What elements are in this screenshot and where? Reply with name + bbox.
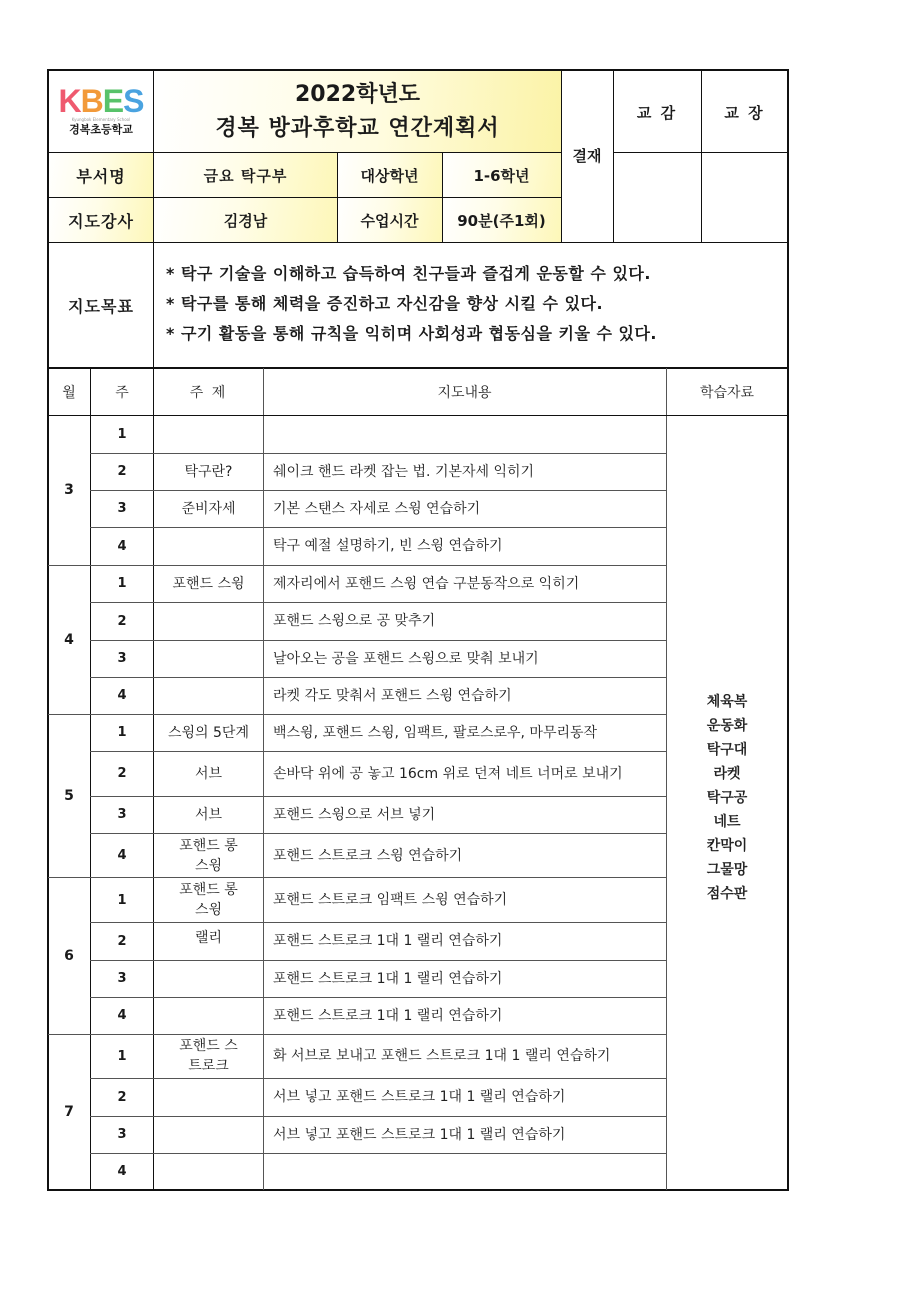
topic-cell <box>154 527 263 565</box>
logo-school-name: 경복초등학교 <box>69 123 133 136</box>
topic-cell <box>154 997 263 1034</box>
grade-label: 대상학년 <box>337 153 442 198</box>
topic-cell: 포핸드 롱 스윙 <box>179 882 238 918</box>
week-cell: 1 <box>117 576 127 591</box>
goal-item: * 탁구를 통해 체력을 증진하고 자신감을 향상 시킬 수 있다. <box>166 294 604 313</box>
approval-vice-principal-header: 교 감 <box>636 104 678 122</box>
month-cell: 3 <box>64 482 74 498</box>
material-item: 그물망 <box>706 862 748 878</box>
approval-principal-signature[interactable] <box>701 152 788 243</box>
topic-cell: 포핸드 스윙 <box>172 575 245 592</box>
month-cell: 6 <box>64 948 74 964</box>
month-cell: 5 <box>64 788 74 804</box>
week-cell: 1 <box>117 1048 127 1064</box>
approval-label: 결재 <box>572 146 602 165</box>
divider <box>48 415 788 416</box>
col-header-week: 주 <box>115 384 129 401</box>
divider <box>90 677 666 678</box>
divider <box>90 922 666 923</box>
week-cell: 4 <box>117 538 127 554</box>
divider <box>90 751 666 752</box>
divider <box>90 368 91 1190</box>
week-cell: 1 <box>117 892 127 908</box>
topic-cell <box>154 1153 263 1190</box>
divider <box>442 153 443 243</box>
week-cell: 3 <box>117 971 127 986</box>
content-cell: 포핸드 스트로크 1대 1 랠리 연습하기 <box>273 970 503 987</box>
divider <box>90 997 666 998</box>
divider <box>90 490 666 491</box>
divider <box>90 1116 666 1117</box>
divider <box>561 70 562 243</box>
content-cell: 기본 스탠스 자세로 스윙 연습하기 <box>273 500 481 517</box>
logo-subtitle: Kyungbok Elementary School <box>71 117 131 122</box>
week-cell: 4 <box>117 1164 127 1179</box>
divider <box>701 70 702 243</box>
content-cell: 포핸드 스트로크 1대 1 랠리 연습하기 <box>273 1007 503 1024</box>
content-cell <box>263 415 666 453</box>
week-cell: 3 <box>117 807 127 822</box>
grade-value: 1-6학년 <box>442 153 561 198</box>
border-right <box>787 69 789 1191</box>
topic-cell <box>154 640 263 677</box>
content-cell: 날아오는 공을 포핸드 스윙으로 맞춰 보내기 <box>273 650 539 667</box>
week-cell: 3 <box>117 1127 127 1142</box>
topic-cell <box>154 602 263 640</box>
col-header-materials: 학습자료 <box>699 384 755 401</box>
instructor-label: 지도강사 <box>48 198 154 243</box>
material-item: 체육복 <box>706 694 748 710</box>
topic-cell <box>154 1078 263 1116</box>
month-cell: 7 <box>64 1104 74 1120</box>
divider <box>153 368 154 1190</box>
week-cell: 1 <box>117 725 127 740</box>
topic-cell: 포핸드 스트로크 <box>179 1038 238 1074</box>
divider <box>90 640 666 641</box>
topic-cell <box>154 1116 263 1153</box>
topic-cell: 포핸드 롱 스윙 <box>179 837 238 874</box>
divider <box>90 833 666 834</box>
week-cell: 4 <box>117 688 127 703</box>
col-header-month: 월 <box>62 384 76 401</box>
divider <box>613 70 614 243</box>
content-cell: 포핸드 스윙으로 서브 넣기 <box>273 806 436 823</box>
divider <box>666 368 667 1190</box>
divider <box>337 153 338 243</box>
content-cell: 포핸드 스윙으로 공 맞추기 <box>273 613 436 629</box>
material-item: 칸막이 <box>706 838 748 854</box>
document-title <box>154 70 561 153</box>
border-left <box>47 69 49 1191</box>
divider <box>90 527 666 528</box>
week-cell: 4 <box>117 848 127 863</box>
time-label: 수업시간 <box>337 198 442 243</box>
divider <box>90 1078 666 1079</box>
content-cell: 제자리에서 포핸드 스윙 연습 구분동작으로 익히기 <box>273 575 580 592</box>
divider <box>90 602 666 603</box>
approval-vice-principal-signature[interactable] <box>613 152 701 243</box>
border-top <box>47 69 789 71</box>
content-cell: 포핸드 스트로크 스윙 연습하기 <box>273 847 463 864</box>
divider <box>90 1153 666 1154</box>
material-item: 라켓 <box>713 766 741 782</box>
material-item: 네트 <box>713 814 741 830</box>
week-cell: 3 <box>117 651 127 666</box>
topic-cell <box>154 677 263 714</box>
logo-letter-e: E <box>102 83 124 119</box>
content-cell: 서브 넣고 포핸드 스트로크 1대 1 랠리 연습하기 <box>273 1126 566 1143</box>
approval-principal-header: 교 장 <box>724 104 765 122</box>
week-cell: 1 <box>117 426 127 442</box>
divider <box>48 367 788 369</box>
content-cell: 쉐이크 핸드 라켓 잡는 법. 기본자세 익히기 <box>273 463 535 480</box>
logo-letter-k: K <box>58 83 81 119</box>
divider <box>153 70 154 368</box>
school-logo <box>48 70 154 153</box>
divider <box>48 1034 666 1035</box>
divider <box>48 714 666 715</box>
content-cell: 서브 넣고 포핸드 스트로크 1대 1 랠리 연습하기 <box>273 1089 566 1105</box>
instructor-value: 김경남 <box>154 198 337 243</box>
content-cell: 포핸드 스트로크 임팩트 스윙 연습하기 <box>273 892 508 908</box>
topic-cell: 탁구란? <box>184 463 233 480</box>
material-item: 탁구대 <box>706 742 748 758</box>
topic-cell: 랠리 <box>194 930 223 946</box>
divider <box>48 197 561 198</box>
week-cell: 3 <box>117 501 127 516</box>
topic-cell: 서브 <box>194 806 223 823</box>
week-cell: 4 <box>117 1008 127 1023</box>
content-cell: 화 서브로 보내고 포핸드 스트로크 1대 1 랠리 연습하기 <box>273 1048 611 1064</box>
week-cell: 2 <box>117 933 127 949</box>
week-cell: 2 <box>117 1089 127 1105</box>
logo-letter-b: B <box>80 83 103 119</box>
topic-cell: 서브 <box>194 765 223 782</box>
material-item: 탁구공 <box>706 790 748 806</box>
divider <box>48 242 788 243</box>
dept-label: 부서명 <box>48 153 154 198</box>
divider <box>48 152 561 153</box>
goal-item: * 구기 활동을 통해 규칙을 익히며 사회성과 협동심을 키울 수 있다. <box>166 324 658 343</box>
time-value: 90분(주1회) <box>442 198 561 243</box>
materials-list <box>666 690 788 906</box>
content-cell: 라켓 각도 맞춰서 포핸드 스윙 연습하기 <box>273 687 512 704</box>
content-cell: 손바닥 위에 공 놓고 16cm 위로 던져 네트 너머로 보내기 <box>273 765 623 782</box>
divider <box>48 877 666 878</box>
logo-letter-s: S <box>123 83 144 119</box>
divider <box>613 152 788 153</box>
divider <box>90 796 666 797</box>
content-cell: 탁구 예절 설명하기, 빈 스윙 연습하기 <box>273 538 503 554</box>
goals-list <box>154 243 788 368</box>
dept-value: 금요 탁구부 <box>154 153 337 198</box>
goals-label: 지도목표 <box>68 297 134 316</box>
topic-cell <box>154 960 263 997</box>
divider <box>263 368 264 1190</box>
divider <box>48 565 666 566</box>
content-cell <box>263 1153 666 1190</box>
topic-cell: 스윙의 5단계 <box>168 724 249 741</box>
content-cell: 포핸드 스트로크 1대 1 랠리 연습하기 <box>273 933 503 949</box>
month-cell: 4 <box>64 631 74 648</box>
border-bottom <box>47 1189 789 1191</box>
week-cell: 2 <box>117 613 127 629</box>
title-year: 2022학년도 <box>295 81 420 107</box>
goal-item: * 탁구 기술을 이해하고 습득하여 친구들과 즐겁게 운동할 수 있다. <box>166 264 651 283</box>
week-cell: 2 <box>117 464 127 479</box>
col-header-content: 지도내용 <box>437 384 492 401</box>
week-cell: 2 <box>117 766 127 781</box>
topic-cell <box>154 415 263 453</box>
title-main: 경복 방과후학교 연간계획서 <box>215 115 500 141</box>
material-item: 운동화 <box>706 718 748 734</box>
material-item: 점수판 <box>706 886 748 902</box>
divider <box>90 453 666 454</box>
divider <box>90 960 666 961</box>
topic-cell: 준비자세 <box>181 500 236 517</box>
col-header-topic: 주 제 <box>189 384 228 401</box>
content-cell: 백스윙, 포핸드 스윙, 임팩트, 팔로스로우, 마무리동작 <box>273 724 598 741</box>
